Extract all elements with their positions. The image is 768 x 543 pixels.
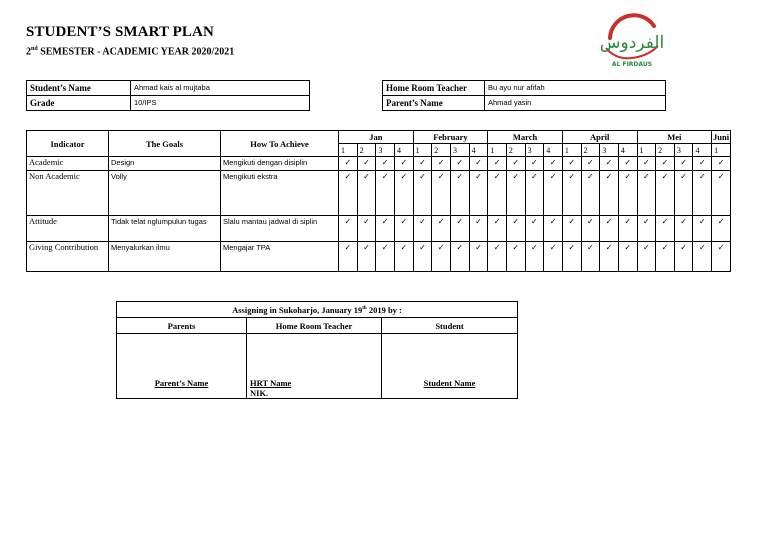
week-header: 2 bbox=[357, 144, 376, 157]
check-mark: ✓ bbox=[376, 171, 395, 216]
parents-header: Parents bbox=[117, 318, 247, 334]
check-mark: ✓ bbox=[581, 157, 600, 171]
goal-cell: Design bbox=[109, 157, 221, 171]
week-header: 3 bbox=[674, 144, 693, 157]
check-mark: ✓ bbox=[637, 216, 656, 242]
week-header: 1 bbox=[712, 144, 731, 157]
check-mark: ✓ bbox=[394, 171, 413, 216]
check-mark: ✓ bbox=[656, 171, 675, 216]
check-mark: ✓ bbox=[562, 171, 581, 216]
check-mark: ✓ bbox=[637, 157, 656, 171]
week-header: 2 bbox=[432, 144, 451, 157]
check-mark: ✓ bbox=[506, 242, 525, 272]
plan-row bbox=[27, 171, 731, 216]
grade-value: 10/IPS bbox=[131, 96, 310, 111]
check-mark: ✓ bbox=[413, 171, 432, 216]
check-mark: ✓ bbox=[413, 157, 432, 171]
check-mark: ✓ bbox=[618, 242, 637, 272]
plan-row bbox=[27, 242, 731, 272]
check-mark: ✓ bbox=[656, 216, 675, 242]
check-mark: ✓ bbox=[712, 171, 731, 216]
goals-header: The Goals bbox=[109, 131, 221, 157]
week-header: 3 bbox=[525, 144, 544, 157]
check-mark: ✓ bbox=[693, 157, 712, 171]
check-mark: ✓ bbox=[488, 171, 507, 216]
month-header: Juni bbox=[713, 132, 730, 142]
check-mark: ✓ bbox=[339, 157, 358, 171]
check-mark: ✓ bbox=[394, 216, 413, 242]
page-title: STUDENT’S SMART PLAN bbox=[26, 24, 214, 40]
check-mark: ✓ bbox=[600, 171, 619, 216]
week-header: 1 bbox=[413, 144, 432, 157]
week-header: 4 bbox=[618, 144, 637, 157]
check-mark: ✓ bbox=[618, 216, 637, 242]
check-mark: ✓ bbox=[674, 157, 693, 171]
check-mark: ✓ bbox=[600, 242, 619, 272]
week-header: 3 bbox=[600, 144, 619, 157]
check-mark: ✓ bbox=[394, 157, 413, 171]
check-mark: ✓ bbox=[450, 157, 469, 171]
check-mark: ✓ bbox=[488, 157, 507, 171]
week-header: 1 bbox=[339, 144, 358, 157]
check-mark: ✓ bbox=[544, 157, 563, 171]
al-firdaus-logo bbox=[596, 8, 668, 74]
check-mark: ✓ bbox=[712, 216, 731, 242]
month-header: February bbox=[413, 131, 488, 144]
check-mark: ✓ bbox=[469, 157, 488, 171]
check-mark: ✓ bbox=[469, 171, 488, 216]
check-mark: ✓ bbox=[562, 157, 581, 171]
check-mark: ✓ bbox=[544, 242, 563, 272]
check-mark: ✓ bbox=[674, 216, 693, 242]
check-mark: ✓ bbox=[506, 171, 525, 216]
student-info-table bbox=[26, 80, 310, 111]
check-mark: ✓ bbox=[394, 242, 413, 272]
check-mark: ✓ bbox=[525, 171, 544, 216]
month-header: March bbox=[488, 131, 563, 144]
check-mark: ✓ bbox=[600, 216, 619, 242]
check-mark: ✓ bbox=[525, 216, 544, 242]
week-header: 3 bbox=[376, 144, 395, 157]
check-mark: ✓ bbox=[525, 242, 544, 272]
check-mark: ✓ bbox=[506, 216, 525, 242]
check-mark: ✓ bbox=[339, 216, 358, 242]
check-mark: ✓ bbox=[637, 171, 656, 216]
check-mark: ✓ bbox=[618, 171, 637, 216]
check-mark: ✓ bbox=[469, 216, 488, 242]
check-mark: ✓ bbox=[581, 216, 600, 242]
month-header: April bbox=[562, 131, 637, 144]
check-mark: ✓ bbox=[339, 171, 358, 216]
student-name-value: Ahmad kais al mujtaba bbox=[131, 81, 310, 96]
how-cell: Mengajar TPA bbox=[221, 242, 339, 272]
check-mark: ✓ bbox=[637, 242, 656, 272]
check-mark: ✓ bbox=[712, 157, 731, 171]
goal-cell: Menyalurkan ilmu bbox=[109, 242, 221, 272]
teacher-header: Home Room Teacher bbox=[247, 318, 382, 334]
teacher-label: Home Room Teacher bbox=[383, 81, 485, 96]
check-mark: ✓ bbox=[339, 242, 358, 272]
week-header: 2 bbox=[506, 144, 525, 157]
student-header: Student bbox=[382, 318, 518, 334]
check-mark: ✓ bbox=[376, 242, 395, 272]
check-mark: ✓ bbox=[693, 171, 712, 216]
check-mark: ✓ bbox=[656, 157, 675, 171]
teacher-value: Bu ayu nur afifah bbox=[485, 81, 666, 96]
check-mark: ✓ bbox=[544, 171, 563, 216]
grade-label: Grade bbox=[27, 96, 131, 111]
logo-arabic: الفردوس bbox=[599, 33, 665, 53]
check-mark: ✓ bbox=[432, 216, 451, 242]
signature-table bbox=[116, 301, 518, 399]
teacher-signature: HRT Name NIK. bbox=[247, 334, 382, 399]
check-mark: ✓ bbox=[432, 171, 451, 216]
indicator-cell: Giving Contribution bbox=[27, 242, 109, 272]
plan-row bbox=[27, 157, 731, 171]
week-header: 2 bbox=[581, 144, 600, 157]
week-header: 4 bbox=[469, 144, 488, 157]
check-mark: ✓ bbox=[674, 242, 693, 272]
how-cell: Mengikuti ekstra bbox=[221, 171, 339, 216]
week-header: 4 bbox=[544, 144, 563, 157]
check-mark: ✓ bbox=[450, 171, 469, 216]
check-mark: ✓ bbox=[413, 216, 432, 242]
parent-label: Parent’s Name bbox=[383, 96, 485, 111]
check-mark: ✓ bbox=[469, 242, 488, 272]
teacher-info-table bbox=[382, 80, 666, 111]
check-mark: ✓ bbox=[525, 157, 544, 171]
check-mark: ✓ bbox=[693, 216, 712, 242]
how-header: How To Achieve bbox=[221, 131, 339, 157]
goal-cell: Volly bbox=[109, 171, 221, 216]
how-cell: Mengikuti dengan disiplin bbox=[221, 157, 339, 171]
student-name-label: Student’s Name bbox=[27, 81, 131, 96]
student-signature: Student Name bbox=[382, 334, 518, 399]
week-header: 1 bbox=[637, 144, 656, 157]
check-mark: ✓ bbox=[450, 242, 469, 272]
indicator-cell: Academic bbox=[27, 157, 109, 171]
week-header: 2 bbox=[656, 144, 675, 157]
check-mark: ✓ bbox=[693, 242, 712, 272]
check-mark: ✓ bbox=[357, 216, 376, 242]
check-mark: ✓ bbox=[506, 157, 525, 171]
check-mark: ✓ bbox=[562, 216, 581, 242]
check-mark: ✓ bbox=[432, 242, 451, 272]
check-mark: ✓ bbox=[600, 157, 619, 171]
smart-plan-table bbox=[26, 130, 731, 272]
check-mark: ✓ bbox=[674, 171, 693, 216]
goal-cell: Tidak telat nglumpulun tugas bbox=[109, 216, 221, 242]
indicator-cell: Attitude bbox=[27, 216, 109, 242]
week-header: 4 bbox=[693, 144, 712, 157]
plan-row bbox=[27, 216, 731, 242]
indicator-cell: Non Academic bbox=[27, 171, 109, 216]
check-mark: ✓ bbox=[544, 216, 563, 242]
check-mark: ✓ bbox=[357, 171, 376, 216]
month-header: Mei bbox=[637, 131, 712, 144]
check-mark: ✓ bbox=[432, 157, 451, 171]
check-mark: ✓ bbox=[357, 157, 376, 171]
check-mark: ✓ bbox=[488, 216, 507, 242]
how-cell: Slalu mantau jadwal di siplin bbox=[221, 216, 339, 242]
week-header: 4 bbox=[394, 144, 413, 157]
check-mark: ✓ bbox=[581, 242, 600, 272]
month-header: Jan bbox=[339, 131, 414, 144]
check-mark: ✓ bbox=[450, 216, 469, 242]
week-header: 1 bbox=[488, 144, 507, 157]
check-mark: ✓ bbox=[357, 242, 376, 272]
semester-line: 2nd SEMESTER - ACADEMIC YEAR 2020/2021 bbox=[26, 46, 235, 58]
check-mark: ✓ bbox=[618, 157, 637, 171]
check-mark: ✓ bbox=[376, 157, 395, 171]
logo-caption: AL FIRDAUS bbox=[611, 61, 653, 68]
check-mark: ✓ bbox=[562, 242, 581, 272]
check-mark: ✓ bbox=[656, 242, 675, 272]
signature-title: Assigning in Sukoharjo, January 19th 2019 by : bbox=[117, 302, 518, 318]
check-mark: ✓ bbox=[376, 216, 395, 242]
check-mark: ✓ bbox=[712, 242, 731, 272]
parent-signature: Parent’s Name bbox=[117, 334, 247, 399]
parent-value: Ahmad yasin bbox=[485, 96, 666, 111]
week-header: 1 bbox=[562, 144, 581, 157]
indicator-header: Indicator bbox=[27, 131, 109, 157]
check-mark: ✓ bbox=[413, 242, 432, 272]
check-mark: ✓ bbox=[488, 242, 507, 272]
week-header: 3 bbox=[450, 144, 469, 157]
check-mark: ✓ bbox=[581, 171, 600, 216]
